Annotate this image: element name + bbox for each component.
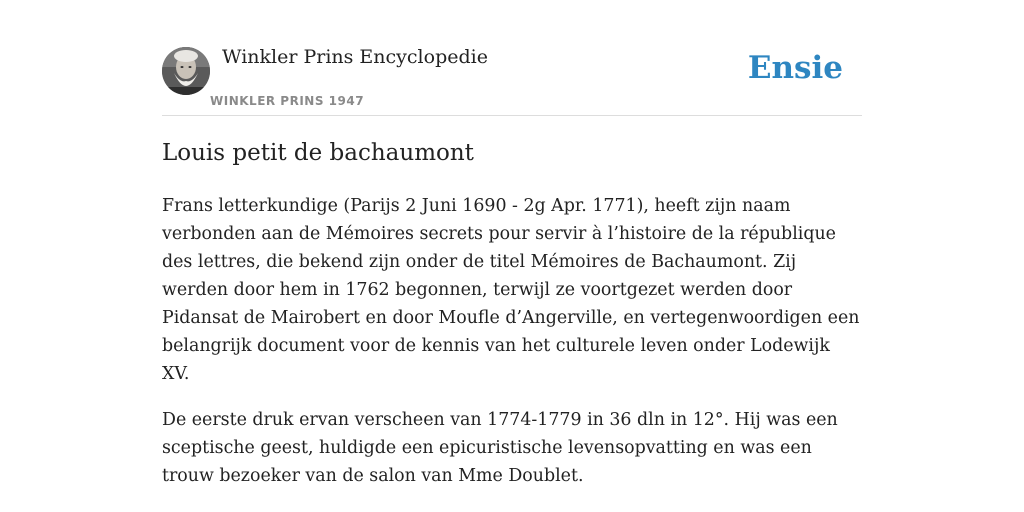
brand-logo[interactable]: Ensie (747, 50, 843, 86)
article-body (162, 192, 862, 508)
portrait-photo-icon (162, 47, 210, 95)
article-title: Louis petit de bachaumont (162, 140, 474, 166)
source-title[interactable]: Winkler Prins Encyclopedie (222, 46, 488, 68)
header (162, 40, 862, 116)
avatar[interactable] (162, 47, 210, 95)
article-paragraph: Frans letterkundige (Parijs 2 Juni 1690 - 2g Apr. 1771), heeft zijn naam verbonden aan de Mémoires secrets pour servir à l’histoire de la république des lettres, die bekend zijn onder de titel Mémoires de Bachaumont. Zij werden door hem in 1762 begonnen, terwijl ze voortgezet werden door Pidansat de Mairobert en door Moufle d’Angerville, en vertegenwoordigen een belangrijk document voor de kennis van het culturele leven onder Lodewijk XV. (162, 196, 860, 384)
article-paragraph: De eerste druk ervan verscheen van 1774-1779 in 36 dln in 12°. Hij was een sceptische geest, huldigde een epicuristische levensopvatting en was een trouw bezoeker van de salon van Mme Doublet. (162, 410, 838, 486)
source-subtitle[interactable]: WINKLER PRINS 1947 (210, 94, 365, 108)
